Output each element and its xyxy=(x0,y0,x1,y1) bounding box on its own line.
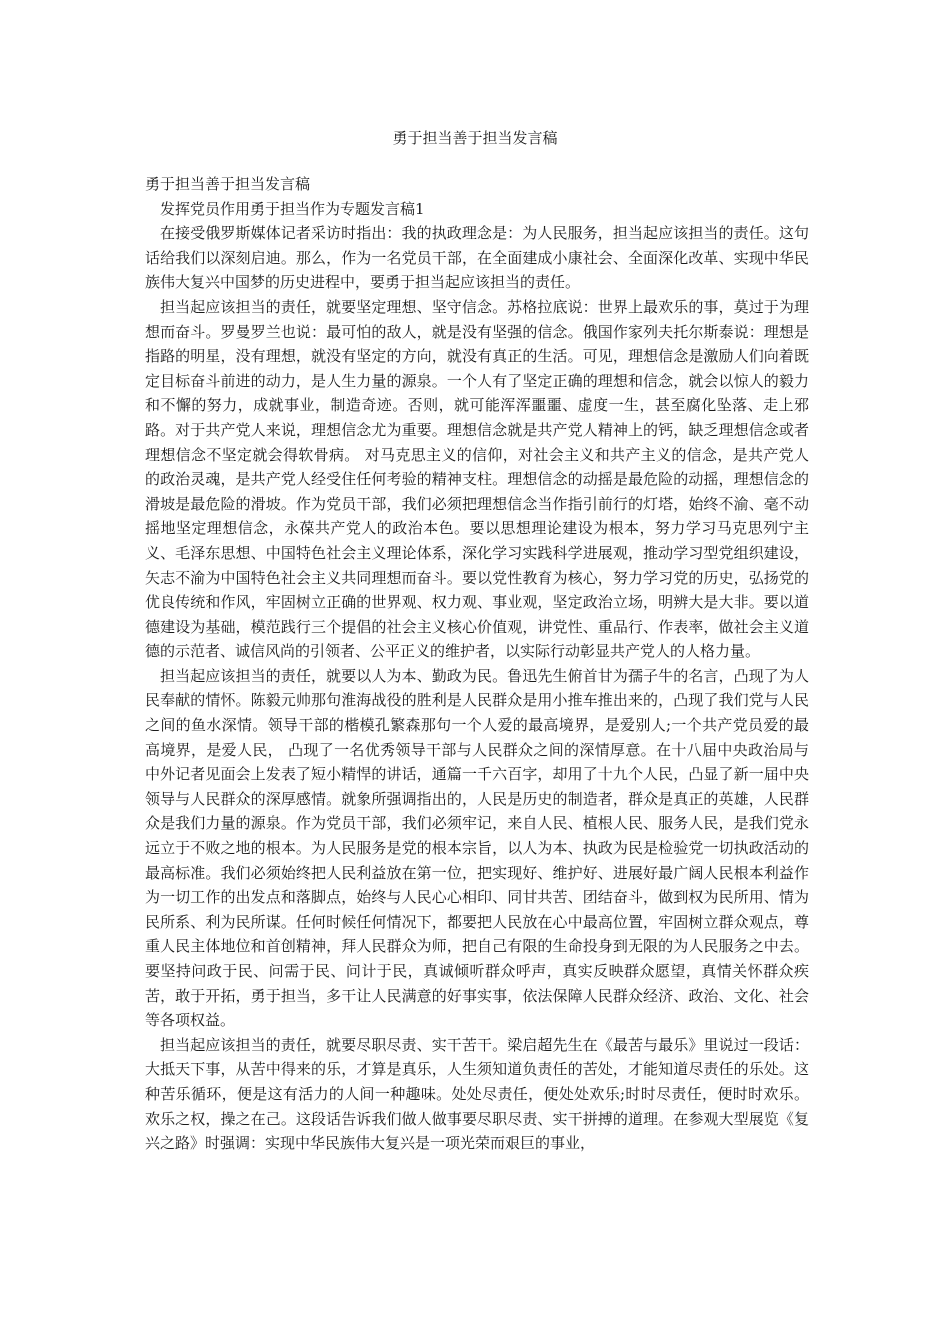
document-title: 勇于担当善于担当发言稿 xyxy=(392,129,558,147)
paragraph-intro: 在接受俄罗斯媒体记者采访时指出：我的执政理念是：为人民服务，担当起应该担当的责任。这句话给我们以深刻启迪。那么，作为一名党员干部，在全面建成小康社会、全面深化改革、实现中华民族伟大复兴中国梦的历史进程中，要勇于担当起应该担当的责任。 xyxy=(145,224,809,292)
paragraph-people: 担当起应该担当的责任，就要以人为本、勤政为民。鲁迅先生俯首甘为孺子牛的名言，凸现了为人民奉献的情怀。陈毅元帅那句淮海战役的胜利是人民群众是用小推车推出来的，凸现了我们党与人民之间的鱼水深情。领导干部的楷模孔繁森那句一个人爱的最高境界，是爱别人;一个共产党员爱的最高境界，是爱人民， 凸现了一名优秀领导干部与人民群众之间的深情厚意。在十八届中央政治局与中外记者见面会上发表了短小精悍的讲话，通篇一千六百字，却用了十九个人民，凸显了新一届中央领导与人民群众的深厚感情。就象所强调指出的，人民是历史的制造者，群众是真正的英雄，人民群众是我们力量的源泉。作为党员干部，我们必须牢记，来自人民、植根人民、服务人民，是我们党永远立于不败之地的根本。为人民服务是党的根本宗旨，以人为本、执政为民是检验党一切执政活动的最高标准。我们必须始终把人民利益放在第一位，把实现好、维护好、进展好最广阔人民根本利益作为一切工作的出发点和落脚点，始终与人民心心相印、同甘共苦、团结奋斗，做到权为民所用、情为民所系、利为民所谋。任何时候任何情况下，都要把人民放在心中最高位置，牢固树立群众观点，尊重人民主体地位和首创精神，拜人民群众为师，把自己有限的生命投身到无限的为人民服务之中去。要坚持问政于民、问需于民、问计于民，真诚倾听群众呼声，真实反映群众愿望，真情关怀群众疾苦，敢于开拓，勇于担当，多干让人民满意的好事实事，依法保障人民群众经济、政治、文化、社会等各项权益。 xyxy=(145,666,809,1030)
document-body xyxy=(145,172,809,1156)
paragraph-ideals: 担当起应该担当的责任，就要坚定理想、坚守信念。苏格拉底说：世界上最欢乐的事，莫过于为理想而奋斗。罗曼罗兰也说：最可怕的敌人，就是没有坚强的信念。俄国作家列夫托尔斯泰说：理想是指路的明星，没有理想，就没有坚定的方向，就没有真正的生活。可见，理想信念是激励人们向着既定目标奋斗前进的动力，是人生力量的源泉。一个人有了坚定正确的理想和信念，就会以惊人的毅力和不懈的努力，成就事业，制造奇迹。否则，就可能浑浑噩噩、虚度一生，甚至腐化坠落、走上邪路。对于共产党人来说，理想信念尤为重要。理想信念就是共产党人精神上的钙，缺乏理想信念或者理想信念不坚定就会得软骨病。 对马克思主义的信仰，对社会主义和共产主义的信念，是共产党人的政治灵魂，是共产党人经受住任何考验的精神支柱。理想信念的动摇是最危险的动摇，理想信念的滑坡是最危险的滑坡。作为党员干部，我们必须把理想信念当作指引前行的灯塔，始终不渝、毫不动摇地坚定理想信念，永葆共产党人的政治本色。要以思想理论建设为根本，努力学习马克思列宁主义、毛泽东思想、中国特色社会主义理论体系，深化学习实践科学进展观，推动学习型党组织建设，矢志不渝为中国特色社会主义共同理想而奋斗。要以党性教育为核心，努力学习党的历史，弘扬党的优良传统和作风，牢固树立正确的世界观、权力观、事业观，坚定政治立场，明辨大是大非。要以道德建设为基础，模范践行三个提倡的社会主义核心价值观，讲党性、重品行、作表率，做社会主义道德的示范者、诚信风尚的引领者、公平正义的维护者，以实际行动彰显共产党人的人格力量。 xyxy=(145,297,809,661)
document-subtitle: 勇于担当善于担当发言稿 xyxy=(145,175,311,193)
paragraph-duty: 担当起应该担当的责任，就要尽职尽责、实干苦干。梁启超先生在《最苦与最乐》里说过一段话：大抵天下事，从苦中得来的乐，才算是真乐，人生须知道负责任的苦处，才能知道尽责任的乐处。这种苦乐循环，便是这有活力的人间一种趣味。处处尽责任，便处处欢乐;时时尽责任，便时时欢乐。欢乐之权，操之在己。这段话告诉我们做人做事要尽职尽责、实干拼搏的道理。在参观大型展览《复兴之路》时强调：实现中华民族伟大复兴是一项光荣而艰巨的事业， xyxy=(145,1035,809,1153)
section-heading: 发挥党员作用勇于担当作为专题发言稿1 xyxy=(160,199,425,218)
